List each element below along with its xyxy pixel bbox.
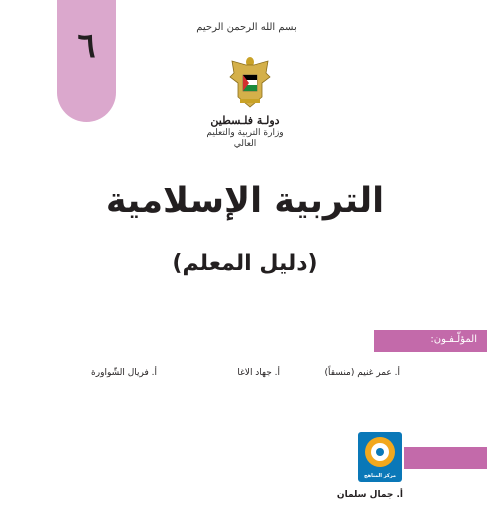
grade-tab (57, 0, 116, 122)
logo-caption: مركز المناهج (364, 473, 396, 479)
book-subtitle: (دليل المعلم) (172, 251, 318, 276)
state-name: دولـة فلـسطين (210, 114, 280, 127)
ministry-name: وزارة التربية والتعليم العالي (206, 128, 284, 149)
palestine-eagle-emblem (228, 53, 272, 111)
accent-bar (404, 447, 487, 469)
author-name: أ. عمر غنيم (منسقاً) (324, 368, 400, 378)
curriculum-center-logo (358, 432, 402, 482)
grade-number: ٦ (77, 26, 96, 66)
book-title: التربية الإسلامية (105, 181, 385, 221)
author-name: أ. فريال الشّواورة (91, 368, 157, 378)
authors-header-bar (374, 330, 487, 352)
author-name: أ. جهاد الاغا (237, 368, 280, 378)
authors-label: المؤلّـفـون: (430, 334, 477, 345)
basmala: بسم الله الرحمن الرحيم (196, 22, 297, 33)
supervisor-name: أ. جمال سلمان (336, 490, 403, 500)
